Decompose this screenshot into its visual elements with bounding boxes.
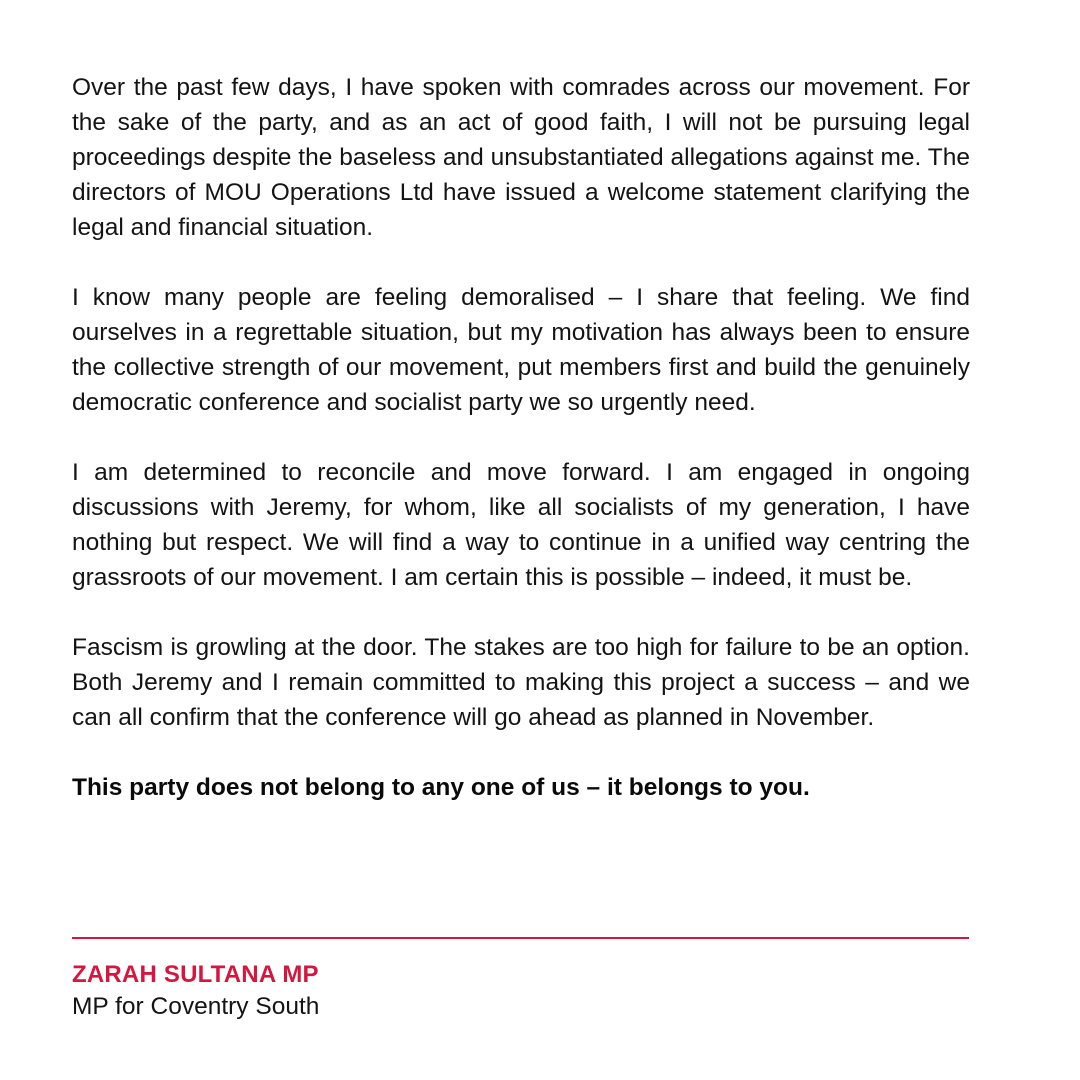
statement-paragraph: Over the past few days, I have spoken with comrades across our movement. For the sake of the party, and as an act of good faith, I will not be pursuing legal proceedings despite the baseless and unsubstantiated allegations against me. The directors of MOU Operations Ltd have issued a welcome statement clarifying the legal and financial situation.	[72, 74, 970, 241]
signature-divider	[72, 937, 969, 939]
closing-line: This party does not belong to any one of us – it belongs to you.	[72, 774, 810, 801]
signature-role: MP for Coventry South	[72, 993, 320, 1020]
statement-body	[72, 70, 970, 805]
statement-paragraph: I know many people are feeling demoralised – I share that feeling. We find ourselves in a regrettable situation, but my motivation has always been to ensure the collective strength of our movement, put members first and build the genuinely democratic conference and socialist party we so urgently need.	[72, 284, 970, 416]
signature-name: ZARAH SULTANA MP	[72, 961, 319, 988]
statement-paragraph: Fascism is growling at the door. The stakes are too high for failure to be an option. Both Jeremy and I remain committed to making this project a success – and we can all confirm that the conference will go ahead as planned in November.	[72, 634, 970, 731]
statement-paragraph: I am determined to reconcile and move forward. I am engaged in ongoing discussions with Jeremy, for whom, like all socialists of my generation, I have nothing but respect. We will find a way to continue in a unified way centring the grassroots of our movement. I am certain this is possible – indeed, it must be.	[72, 459, 970, 591]
signature-block	[72, 958, 319, 1022]
